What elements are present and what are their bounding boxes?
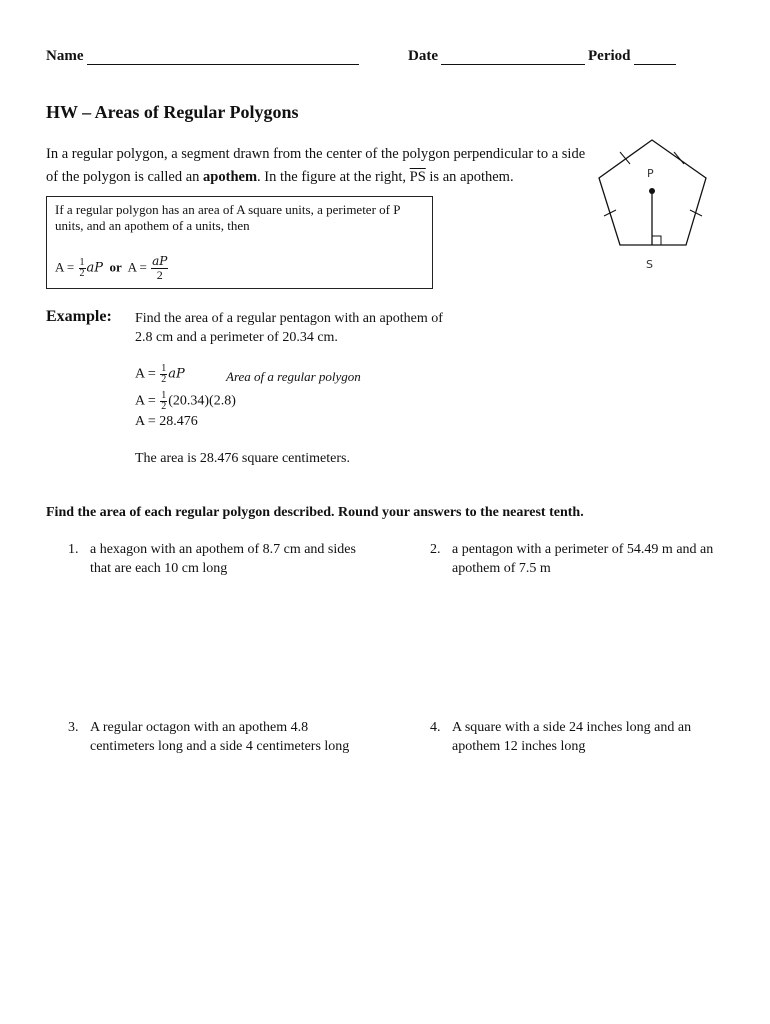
step1-lhs: A = — [135, 366, 156, 382]
example-step-1 — [135, 364, 185, 385]
label-s: S — [646, 258, 653, 271]
half-num: 1 — [79, 257, 85, 268]
formula-a-eq: A = — [55, 259, 75, 275]
label-p: P — [647, 167, 654, 180]
period-blank[interactable] — [634, 50, 676, 65]
center-point — [649, 188, 655, 194]
example-problem: Find the area of a regular pentagon with an apothem of 2.8 cm and a perimeter of 20.34 cm. — [135, 311, 443, 345]
intro-text-3: is an apothem. — [425, 169, 514, 185]
ap-num: aP — [152, 254, 168, 268]
step1-fraction — [160, 364, 167, 385]
ap-fraction — [151, 255, 168, 282]
example-step-3: A = 28.476 — [135, 414, 198, 429]
right-angle-mark — [652, 236, 661, 245]
formula-a-eq-2: A = — [127, 259, 147, 275]
intro-term: apothem — [203, 169, 258, 185]
question-number: 2. — [430, 542, 441, 557]
instructions: Find the area of each regular polygon described. Round your answers to the nearest tenth. — [46, 505, 584, 520]
question-text: a hexagon with an apothem of 8.7 cm and sides that are each 10 cm long — [90, 542, 356, 576]
question-number: 1. — [68, 542, 79, 557]
pentagon-figure — [592, 138, 712, 278]
question-number: 4. — [430, 720, 441, 735]
step2-num: 1 — [161, 390, 167, 401]
name-label: Name — [46, 48, 84, 64]
formula-ap: aP — [86, 260, 104, 276]
page-title: HW – Areas of Regular Polygons — [46, 102, 299, 122]
intro-paragraph — [46, 143, 591, 189]
example-label: Example: — [46, 308, 112, 325]
intro-text-1: In a regular polygon, a segment drawn from the center of the polygon perpendicular to a side of the polygon is called an — [46, 146, 586, 185]
step2-lhs: A = — [135, 393, 156, 409]
definition-box — [46, 196, 433, 289]
date-blank[interactable] — [441, 50, 585, 65]
half-den: 2 — [79, 268, 85, 279]
ap-den: 2 — [156, 268, 163, 282]
example-note: Area of a regular polygon — [226, 369, 361, 384]
intro-text-2: . In the figure at the right, — [257, 169, 410, 185]
step2-den: 2 — [161, 401, 167, 412]
question-text: A regular octagon with an apothem 4.8 centimeters long and a side 4 centimeters long — [90, 720, 350, 754]
step2-fraction — [160, 391, 167, 412]
name-blank[interactable] — [87, 50, 359, 65]
question-text: a pentagon with a perimeter of 54.49 m and an apothem of 7.5 m — [452, 542, 714, 576]
date-label: Date — [408, 48, 438, 64]
question-text: A square with a side 24 inches long and an apothem 12 inches long — [452, 720, 692, 754]
step1-num: 1 — [161, 363, 167, 374]
half-fraction — [79, 258, 86, 279]
intro-segment: $\overline{PS}$ — [409, 169, 426, 185]
step2-rhs: (20.34)(2.8) — [168, 393, 236, 409]
step1-rhs: aP — [168, 366, 185, 382]
formula-or: or — [109, 259, 122, 275]
area-formula — [55, 255, 169, 282]
definition-text: If a regular polygon has an area of A square units, a perimeter of P units, and an apothem of a units, then — [55, 202, 400, 233]
tick-mark — [674, 152, 684, 164]
period-field — [588, 48, 676, 65]
question-number: 3. — [68, 720, 79, 735]
example-step-2 — [135, 391, 236, 412]
date-field — [408, 48, 585, 65]
step1-den: 2 — [161, 374, 167, 385]
period-label: Period — [588, 48, 631, 64]
example-conclusion: The area is 28.476 square centimeters. — [135, 451, 350, 466]
name-field — [46, 48, 359, 65]
